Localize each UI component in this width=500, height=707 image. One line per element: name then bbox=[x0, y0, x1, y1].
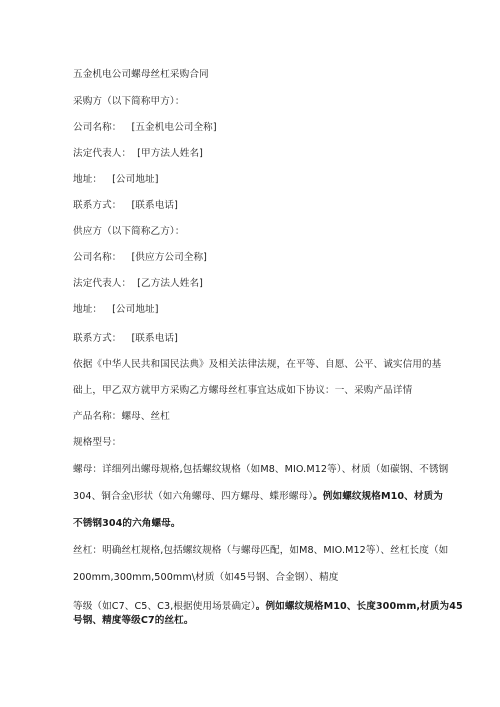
buyer-company-label: 公司名称： bbox=[73, 122, 122, 133]
supplier-rep-line bbox=[73, 277, 203, 290]
supplier-contact-value: [联系电话] bbox=[131, 333, 178, 344]
screw-spec-line-3a: 等级（如C7、C5、C3,根据使用场景确定） bbox=[73, 601, 256, 612]
buyer-contact-value: [联系电话] bbox=[131, 200, 178, 211]
screw-spec-line-3b: 。例如螺纹规格M10、长度300mm,材质为45 bbox=[255, 601, 463, 612]
buyer-address-line bbox=[73, 173, 159, 186]
intro-paragraph-line-2: 础上，甲乙双方就甲方采购乙方螺母丝杠事宜达成如下协议：一、采购产品详情 bbox=[73, 385, 413, 396]
supplier-rep-value: [乙方法人姓名] bbox=[137, 278, 204, 289]
supplier-heading: 供应方（以下简称乙方）： bbox=[73, 226, 185, 237]
spec-heading: 规格型号： bbox=[73, 437, 122, 448]
buyer-heading: 采购方（以下简称甲方）： bbox=[73, 96, 185, 107]
screw-spec-line-3 bbox=[73, 600, 463, 613]
screw-spec-line-1: 丝杠：明确丝杠规格,包括螺纹规格（与螺母匹配，如M8、MIO.M12等）、丝杠长度（如 bbox=[73, 545, 449, 556]
supplier-company-value: [供应方公司全称] bbox=[131, 252, 208, 263]
supplier-address-line bbox=[73, 303, 159, 316]
buyer-company-line bbox=[73, 121, 217, 134]
supplier-company-label: 公司名称： bbox=[73, 252, 122, 263]
nut-spec-line-1: 螺母：详细列出螺母规格,包括螺纹规格（如M8、MIO.M12等）、材质（如碳钢、不锈钢 bbox=[73, 464, 449, 475]
product-name: 产品名称：螺母、丝杠 bbox=[73, 411, 170, 422]
buyer-company-value: [五金机电公司全称] bbox=[131, 122, 217, 133]
nut-spec-line-2b: 。例如螺纹规格M10、材质为 bbox=[313, 491, 443, 502]
screw-spec-line-2: 200mm,300mm,500mm\材质（如45号钢、合金钢）、精度 bbox=[73, 572, 339, 583]
intro-paragraph-line-1: 依据《中华人民共和国民法典》及相关法律法规，在平等、自愿、公平、诚实信用的基 bbox=[73, 359, 442, 370]
buyer-address-value: [公司地址] bbox=[112, 174, 159, 185]
supplier-contact-label: 联系方式： bbox=[73, 333, 122, 344]
buyer-rep-line bbox=[73, 147, 203, 160]
buyer-rep-label: 法定代表人： bbox=[73, 148, 132, 159]
buyer-rep-value: [甲方法人姓名] bbox=[137, 148, 204, 159]
nut-spec-line-3: 不锈钢304的六角螺母。 bbox=[73, 518, 181, 529]
supplier-company-line bbox=[73, 251, 207, 264]
buyer-contact-line bbox=[73, 199, 178, 212]
buyer-address-label: 地址： bbox=[73, 174, 103, 185]
contract-title: 五金机电公司螺母丝杠采购合同 bbox=[73, 69, 209, 80]
nut-spec-line-2 bbox=[73, 490, 443, 503]
screw-spec-line-4: 号钢、精度等级C7的丝杠。 bbox=[73, 615, 194, 626]
supplier-address-value: [公司地址] bbox=[112, 304, 159, 315]
nut-spec-line-2a: 304、铜合金\形状（如六角螺母、四方螺母、蝶形螺母） bbox=[73, 491, 314, 502]
supplier-rep-label: 法定代表人： bbox=[73, 278, 132, 289]
supplier-contact-line bbox=[73, 332, 178, 345]
supplier-address-label: 地址： bbox=[73, 304, 103, 315]
buyer-contact-label: 联系方式： bbox=[73, 200, 122, 211]
